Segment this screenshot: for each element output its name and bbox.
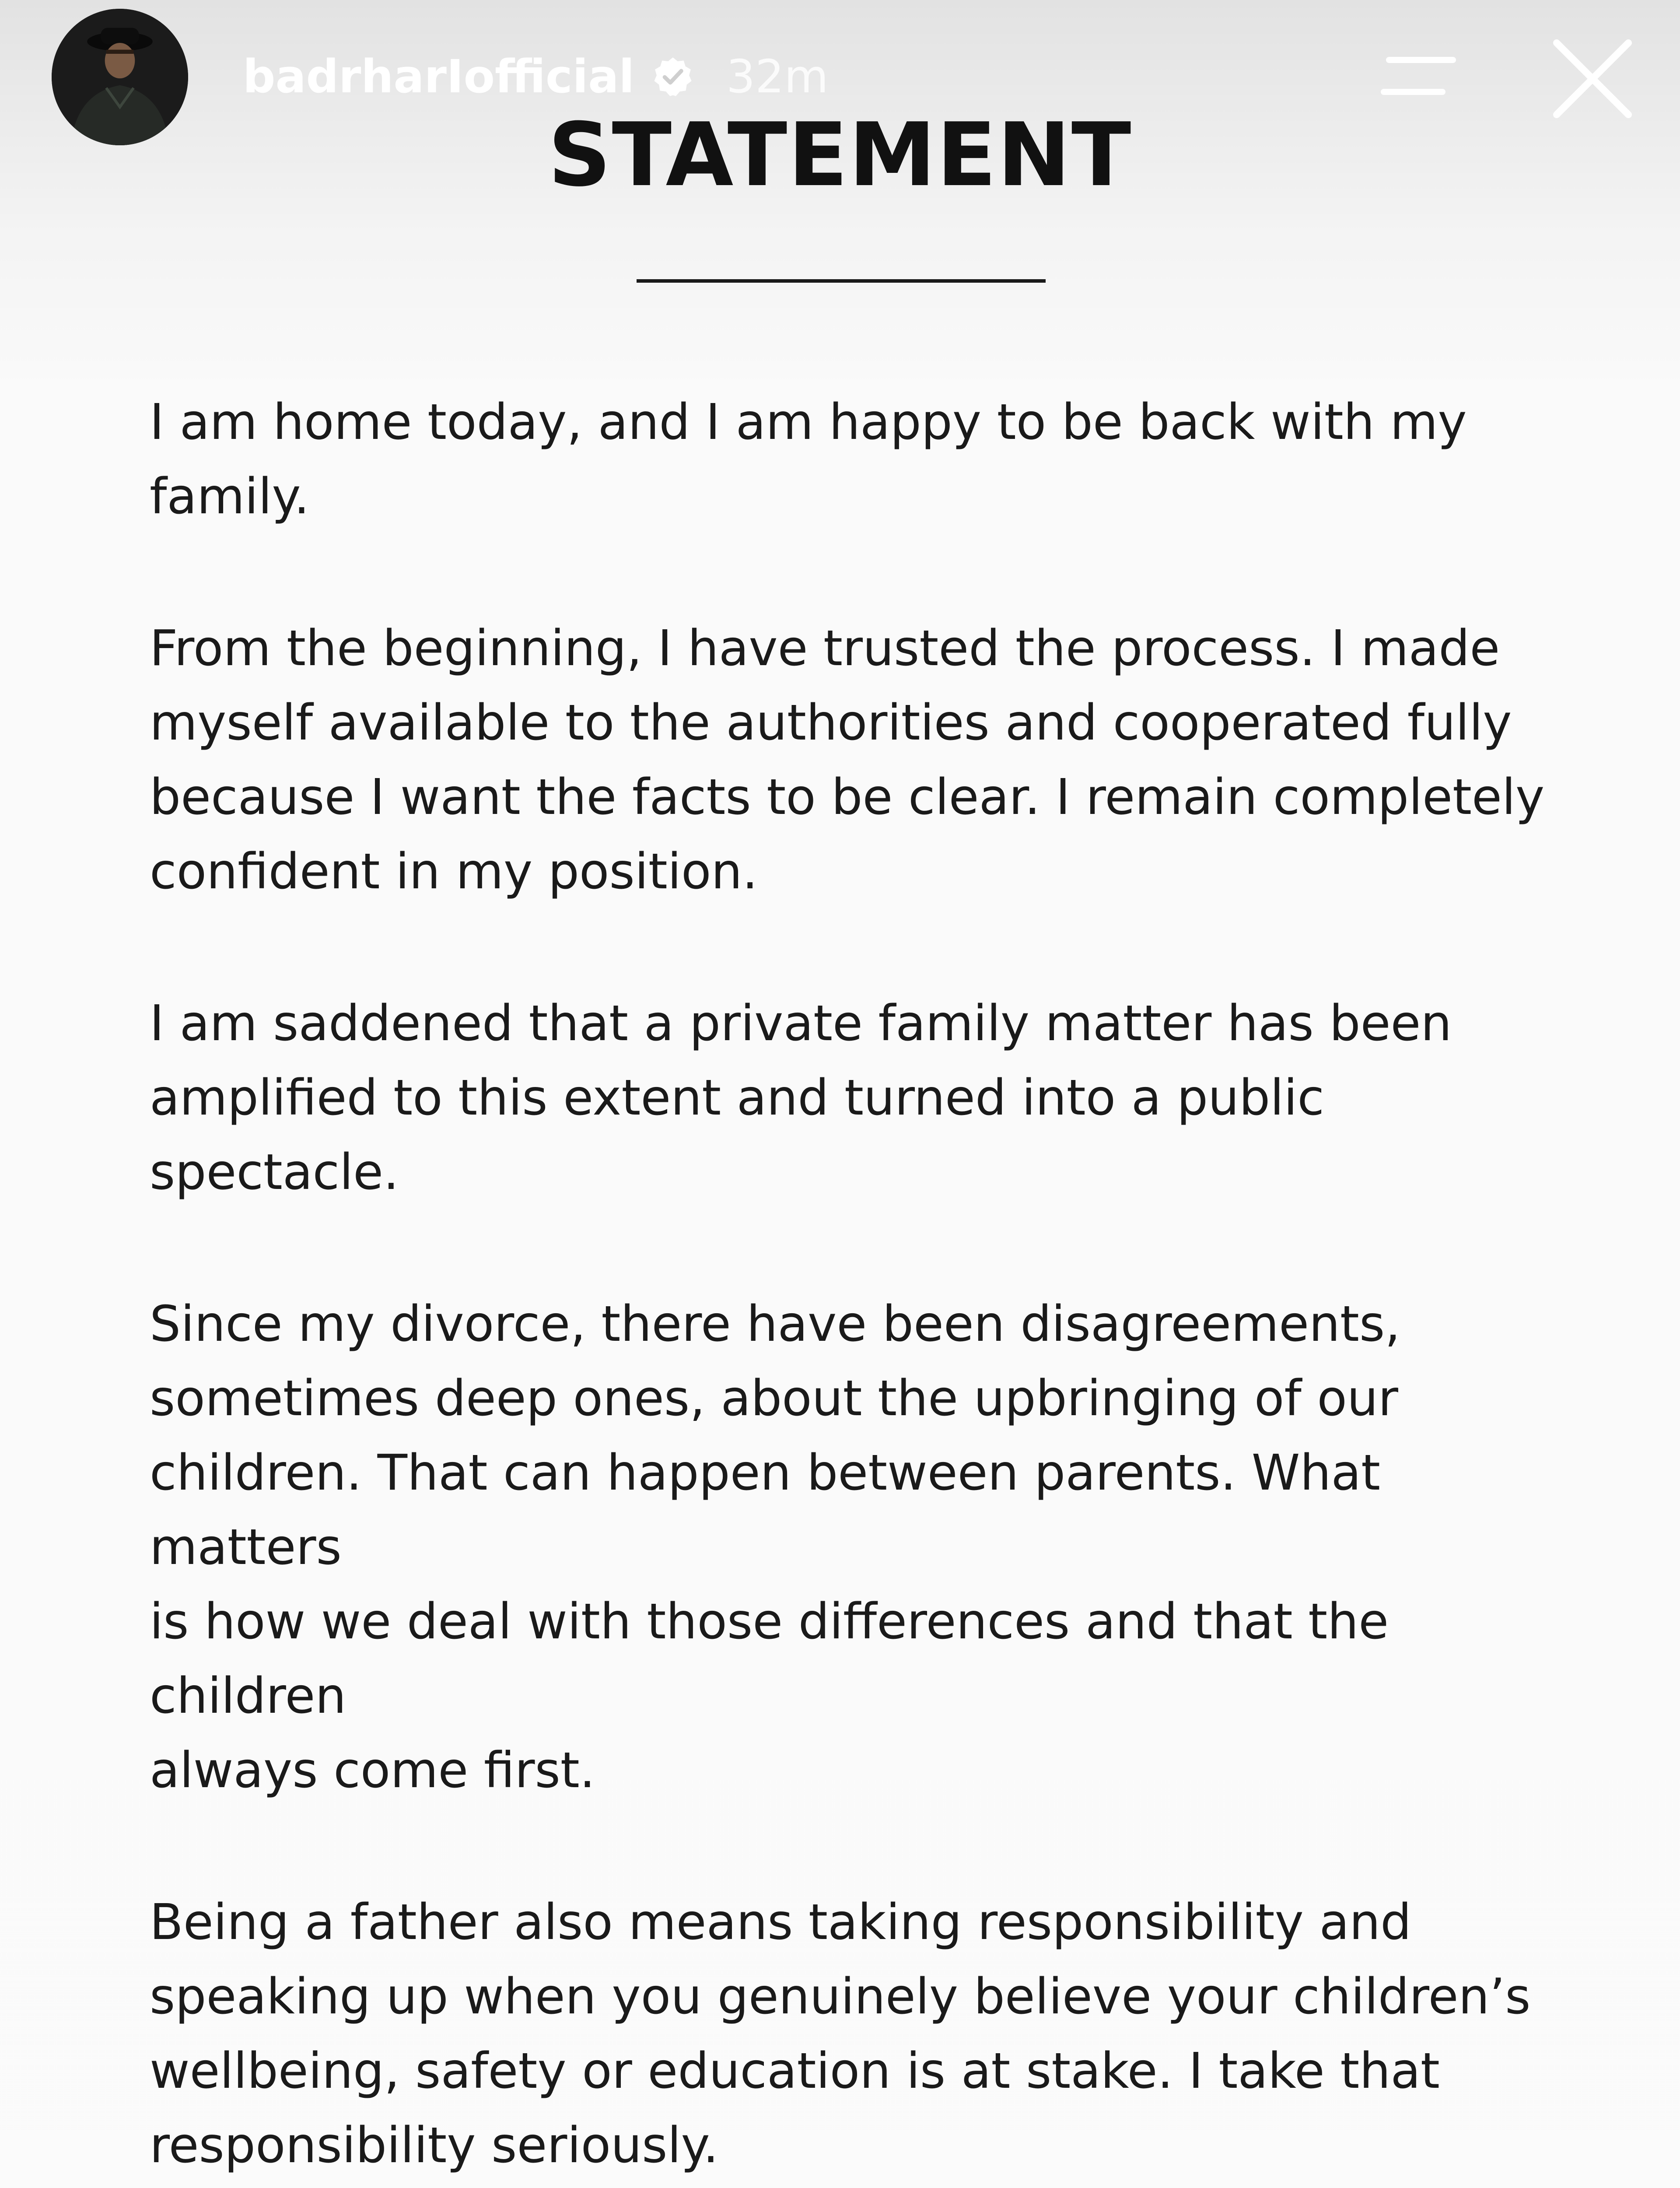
title-divider bbox=[637, 279, 1046, 283]
statement-paragraph: I am home today, and I am happy to be back with my family. bbox=[150, 394, 1467, 525]
statement-paragraph: Being a father also means taking responsibility and speaking up when you genuinely believe your children’s wellbeing, safety or education is at stake. I take that responsibility seriously. bbox=[150, 1894, 1531, 2174]
statement-paragraph: From the beginning, I have trusted the process. I made myself available to the authorities and cooperated fully because I want the facts to be clear. I remain completely confident in my position. bbox=[150, 620, 1545, 900]
story-timestamp: 32m bbox=[726, 50, 829, 103]
verified-badge-icon bbox=[651, 55, 695, 98]
statement-paragraph: Since my divorce, there have been disagreements, sometimes deep ones, about the upbringing of our children. That can happen between parents. What matters is how we deal with those differences and that the children always come first. bbox=[150, 1296, 1400, 1799]
statement-body bbox=[150, 385, 1576, 2188]
statement-title: STATEMENT bbox=[548, 104, 1132, 206]
story-username[interactable]: badrharIofficial bbox=[243, 50, 635, 103]
statement-paragraph: I am saddened that a private family matter has been amplified to this extent and turned into a public spectacle. bbox=[150, 995, 1452, 1201]
menu-icon[interactable] bbox=[1377, 47, 1465, 109]
